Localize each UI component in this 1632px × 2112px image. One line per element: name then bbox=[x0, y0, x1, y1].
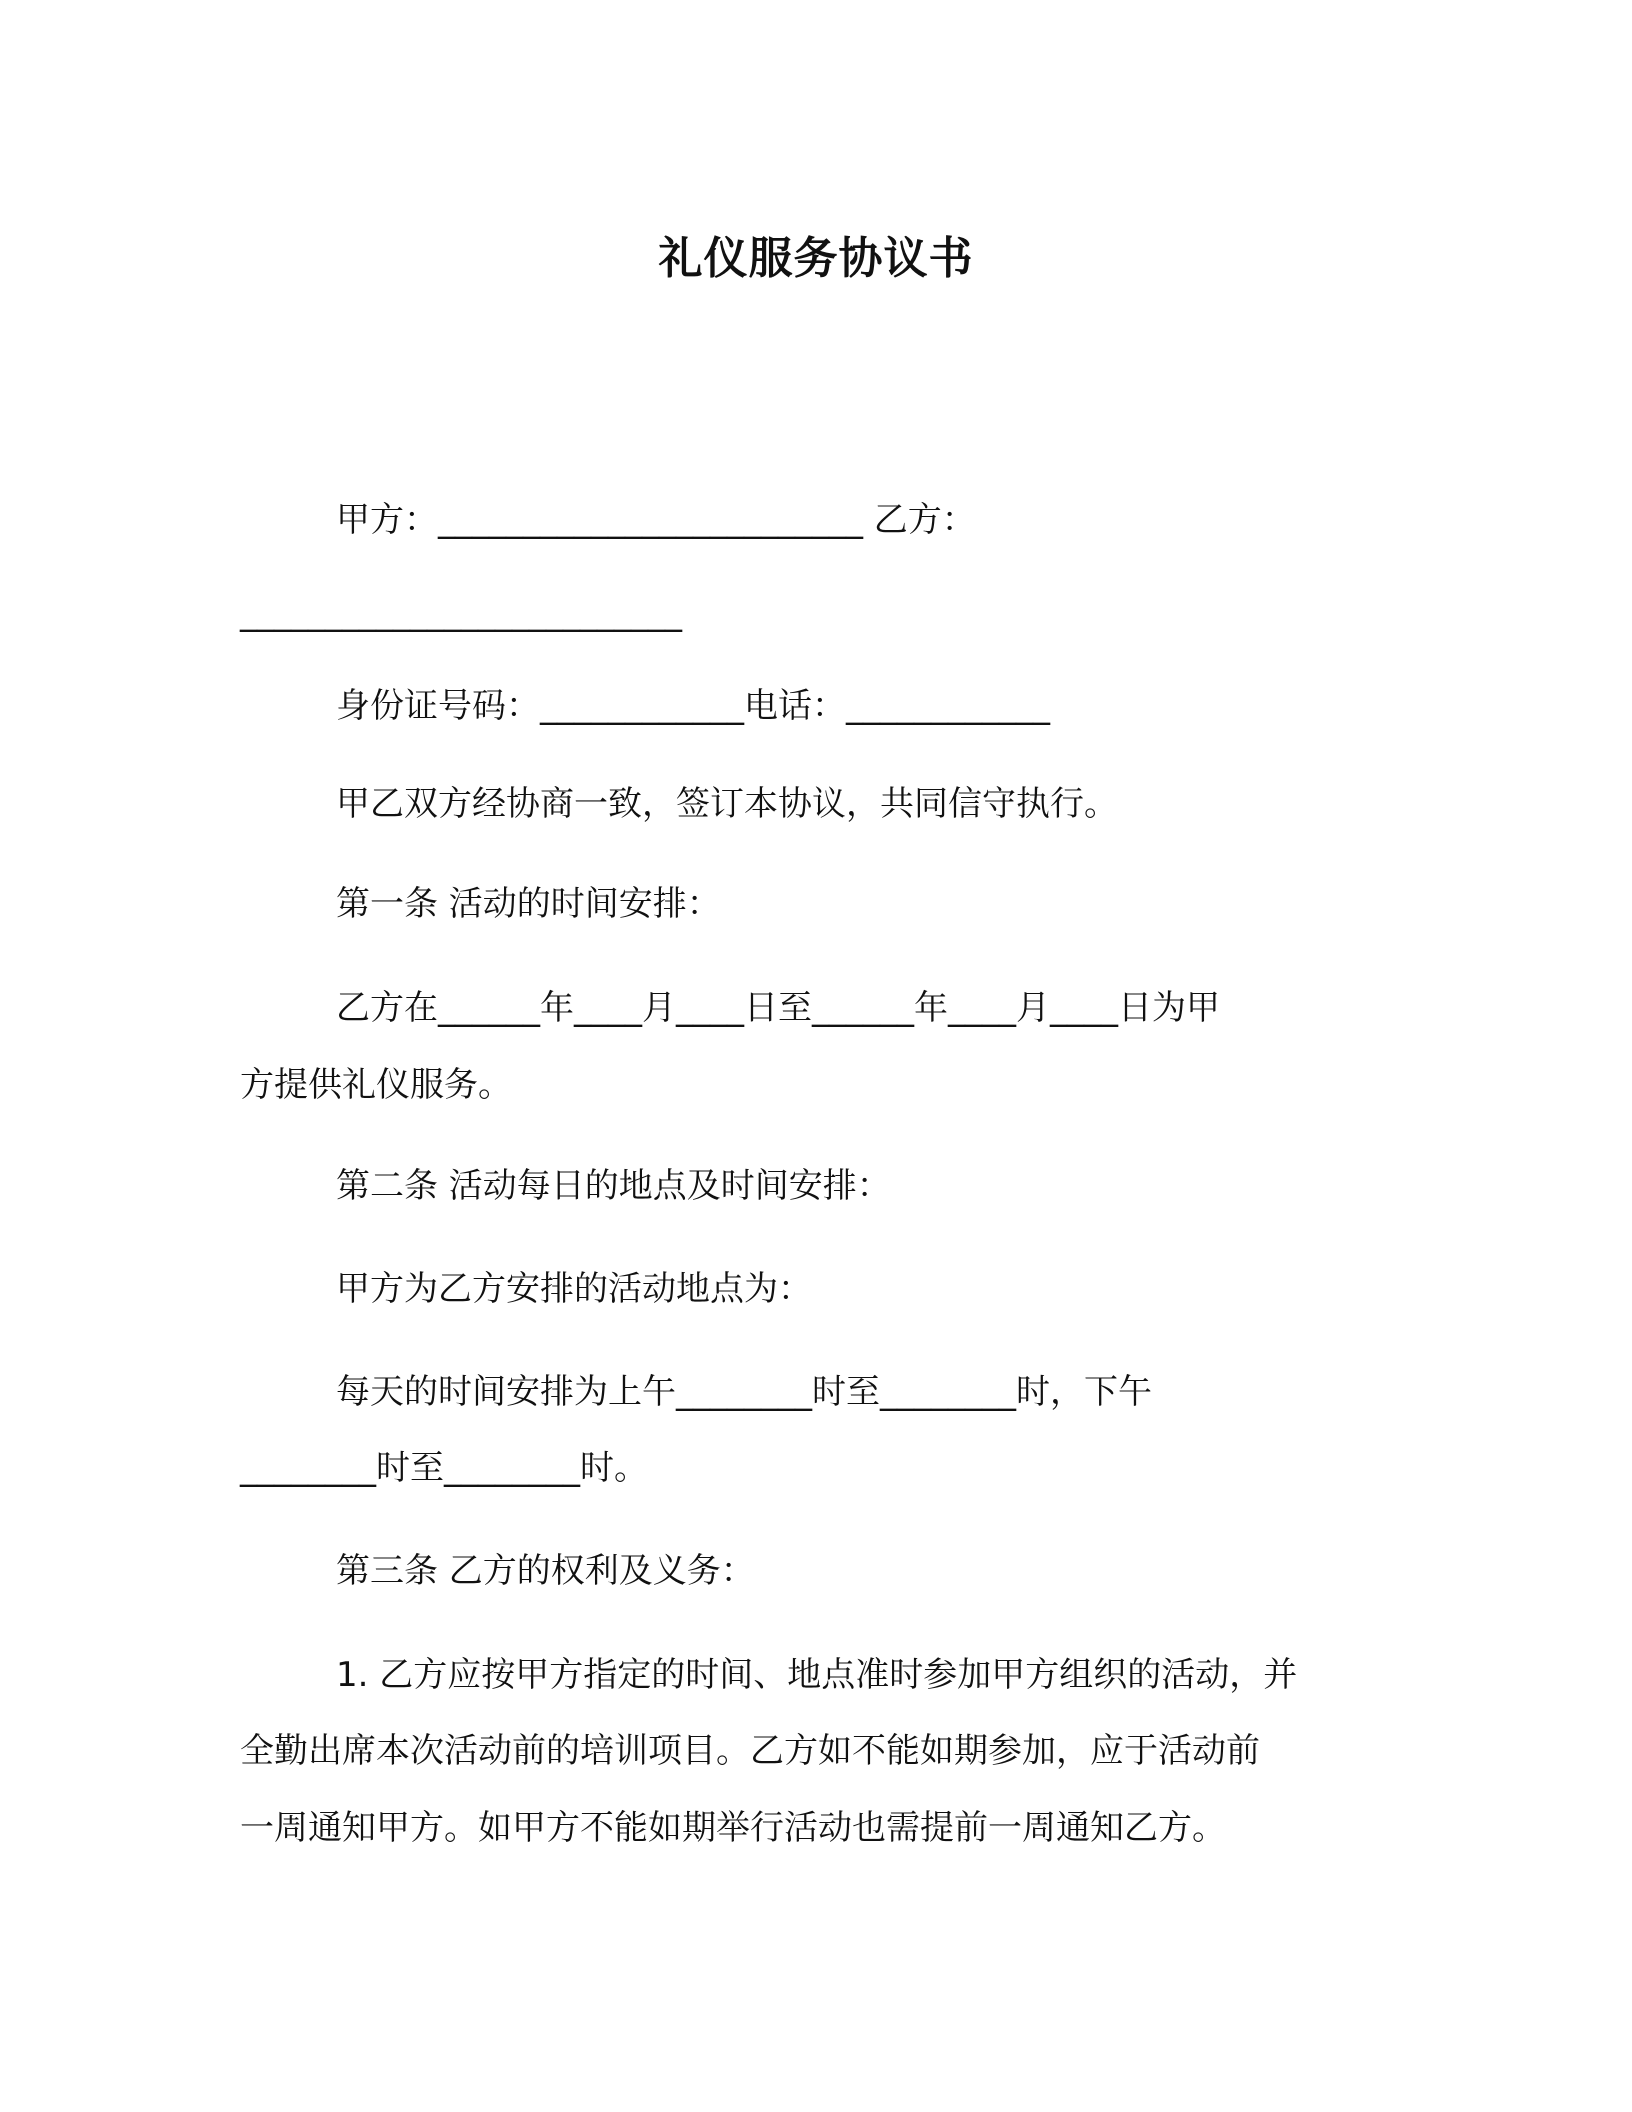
article-2-location: 甲方为乙方安排的活动地点为： bbox=[336, 1269, 812, 1309]
document-title: 礼仪服务协议书 bbox=[658, 233, 974, 284]
article-3-item-1-line-1: 1. 乙方应按甲方指定的时间、地点准时参加甲方组织的活动，并 bbox=[336, 1655, 1298, 1695]
article-3-heading: 第三条 乙方的权利及义务： bbox=[336, 1551, 755, 1591]
party-b-blank-line: __________________________ bbox=[240, 593, 682, 633]
article-1-text-line-2: 方提供礼仪服务。 bbox=[240, 1065, 512, 1105]
party-line: 甲方：_________________________ 乙方： bbox=[336, 500, 976, 540]
article-3-item-1-line-3: 一周通知甲方。如甲方不能如期举行活动也需提前一周通知乙方。 bbox=[240, 1808, 1226, 1848]
article-3-item-1-line-2: 全勤出席本次活动前的培训项目。乙方如不能如期参加，应于活动前 bbox=[240, 1731, 1260, 1771]
article-1-text-line-1: 乙方在______年____月____日至______年____月____日为甲 bbox=[336, 988, 1220, 1028]
article-1-heading: 第一条 活动的时间安排： bbox=[336, 884, 721, 924]
article-2-schedule-line-1: 每天的时间安排为上午________时至________时，下午 bbox=[336, 1372, 1152, 1412]
article-2-schedule-line-2: ________时至________时。 bbox=[240, 1448, 648, 1488]
id-phone-line: 身份证号码：____________电话：____________ bbox=[336, 686, 1050, 726]
article-2-heading: 第二条 活动每日的地点及时间安排： bbox=[336, 1166, 891, 1206]
agreement-intro: 甲乙双方经协商一致，签订本协议，共同信守执行。 bbox=[336, 784, 1118, 824]
